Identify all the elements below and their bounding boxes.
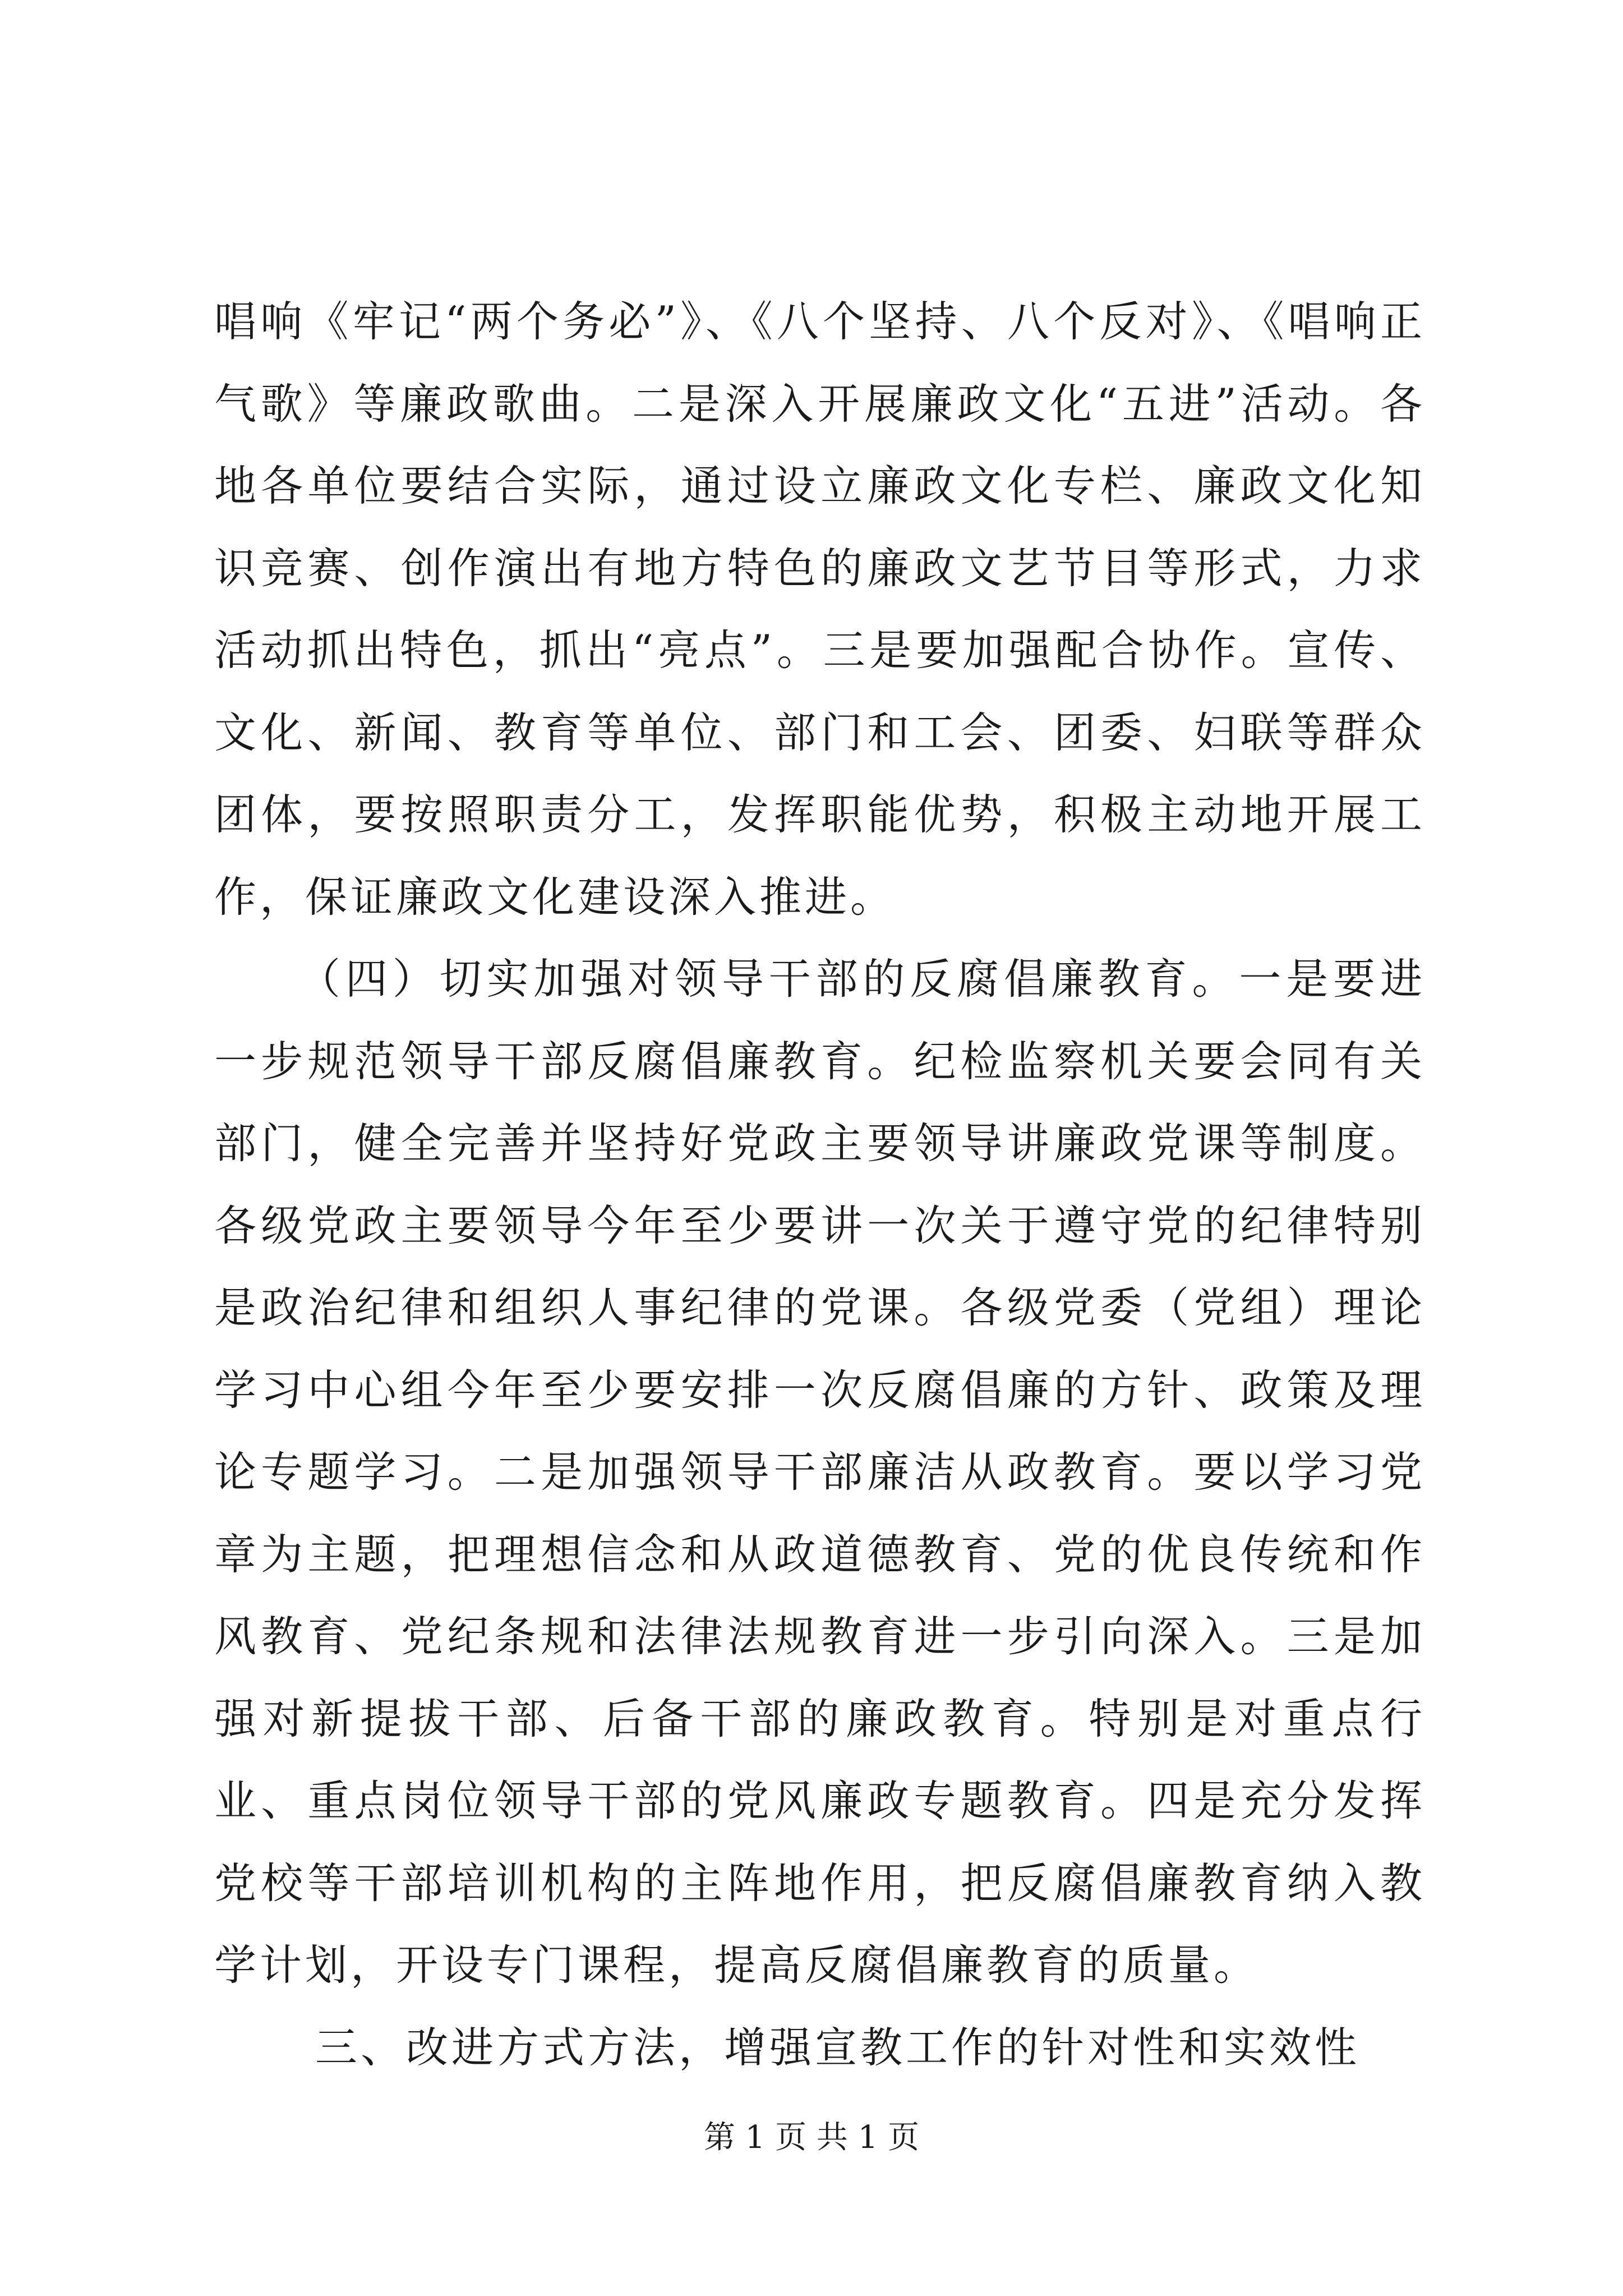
- page-footer: 第 1 页 共 1 页: [703, 2119, 920, 2156]
- paragraph-continuation: 唱响《牢记“两个务必”》、《八个坚持、八个反对》、《唱响正气歌》等廉政歌曲。二是深入开展廉政文化“五进”活动。各地各单位要结合实际，通过设立廉政文化专栏、廉政文化知识竞赛、创作演出有地方特色的廉政文艺节目等形式，力求活动抓出特色，抓出“亮点”。三是要加强配合协作。宣传、文化、新闻、教育等单位、部门和工会、团委、妇联等群众团体，要按照职责分工，发挥职能优势，积极主动地开展工作，保证廉政文化建设深入推进。: [214, 297, 1426, 922]
- section-heading-three: 三、改进方式方法，增强宣教工作的针对性和实效性: [315, 2022, 1361, 2072]
- document-body: [214, 280, 1426, 2088]
- paragraph-section-four: （四）切实加强对领导干部的反腐倡廉教育。一是要进一步规范领导干部反腐倡廉教育。纪检监察机关要会同有关部门，健全完善并坚持好党政主要领导讲廉政党课等制度。各级党政主要领导今年至少要讲一次关于遵守党的纪律特别是政治纪律和组织人事纪律的党课。各级党委（党组）理论学习中心组今年至少要安排一次反腐倡廉的方针、政策及理论专题学习。二是加强领导干部廉洁从政教育。要以学习党章为主题，把理想信念和从政道德教育、党的优良传统和作风教育、党纪条规和法律法规教育进一步引向深入。三是加强对新提拔干部、后备干部的廉政教育。特别是对重点行业、重点岗位领导干部的党风廉政专题教育。四是充分发挥党校等干部培训机构的主阵地作用，把反腐倡廉教育纳入教学计划，开设专门课程，提高反腐倡廉教育的质量。: [214, 954, 1426, 1990]
